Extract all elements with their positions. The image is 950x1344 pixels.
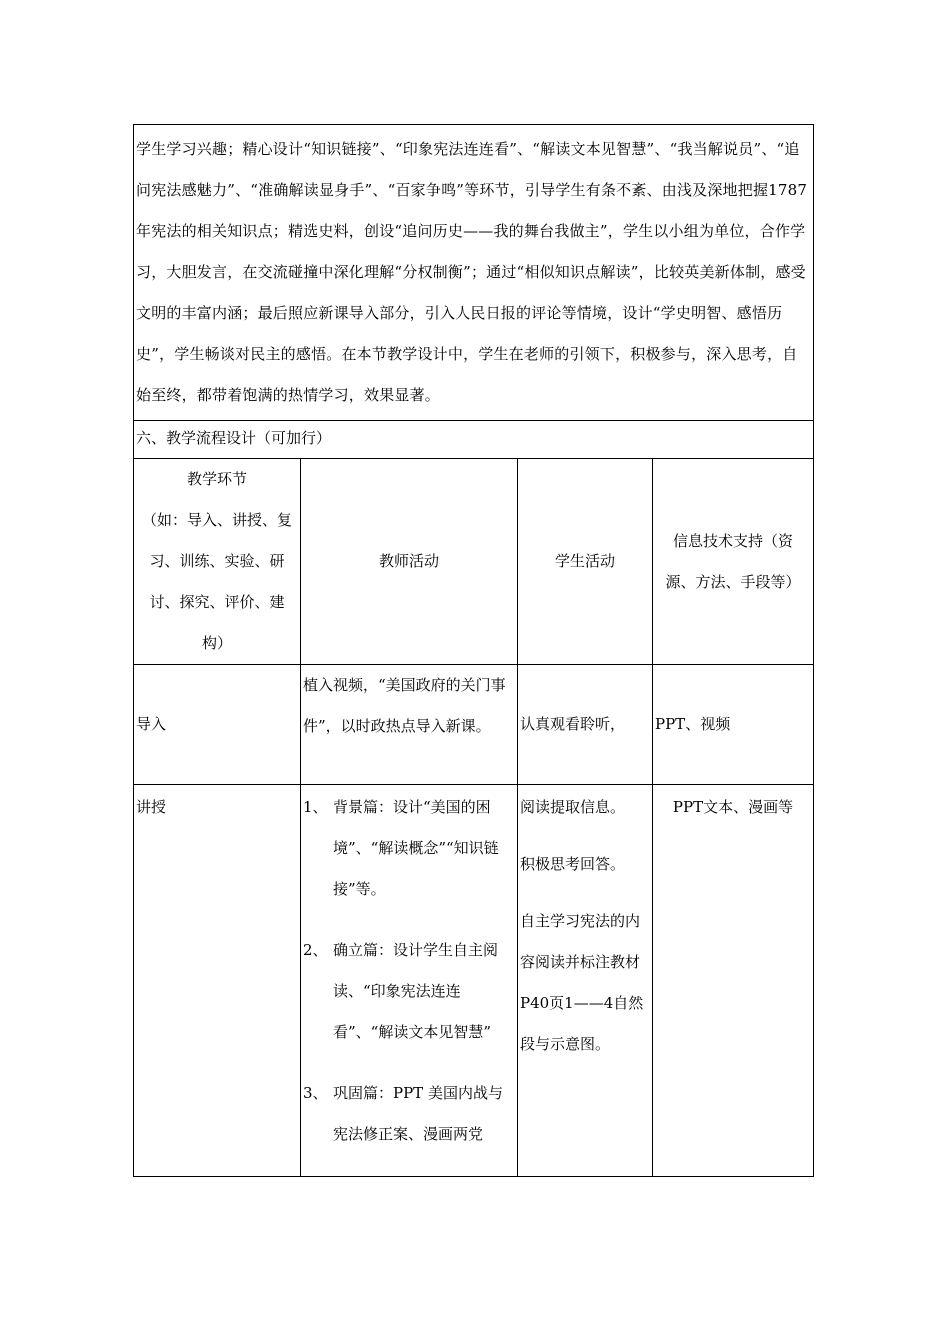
- document-page: [133, 124, 813, 1177]
- student-activity-item: 阅读提取信息。: [520, 798, 626, 816]
- list-item-number: 3、: [303, 1084, 328, 1102]
- header-tech-text: 信息技术支持（资源、方法、手段等）: [665, 531, 801, 591]
- list-item-text: 确立篇：设计学生自主阅读、“印象宪法连连看”、“解读文本见智慧”: [333, 941, 499, 1041]
- row-stage: 讲授: [134, 785, 301, 1177]
- row-stage: 导入: [134, 665, 301, 785]
- header-stage-title: 教学环节: [186, 470, 247, 488]
- row-teacher: [301, 785, 518, 1177]
- lesson-plan-table: [133, 124, 814, 1177]
- intro-paragraph-cell: [134, 125, 814, 421]
- row-student: 认真观看聆听，: [518, 665, 653, 785]
- teacher-activity-list: [303, 787, 515, 1155]
- row-student: [518, 785, 653, 1177]
- student-activity-item: 自主学习宪法的内容阅读并标注教材P40页1——4自然段与示意图。: [520, 912, 644, 1053]
- student-activity-item: 积极思考回答。: [520, 855, 626, 873]
- list-item-text: 巩固篇：PPT 美国内战与宪法修正案、漫画两党: [333, 1084, 503, 1143]
- row-tech: PPT文本、漫画等: [653, 785, 814, 1177]
- table-header-row: [134, 459, 814, 665]
- list-item-number: 1、: [303, 798, 328, 816]
- header-tech: [653, 459, 814, 665]
- row-teacher: 植入视频，“美国政府的关门事件”，以时政热点导入新课。: [301, 665, 518, 785]
- section-title: 六、教学流程设计（可加行）: [134, 421, 814, 459]
- table-row: [134, 665, 814, 785]
- list-item: [303, 930, 515, 1053]
- table-row: [134, 785, 814, 1177]
- header-stage: [134, 459, 301, 665]
- row-tech: PPT、视频: [653, 665, 814, 785]
- header-teacher: 教师活动: [301, 459, 518, 665]
- header-stage-examples: （如：导入、讲授、复习、训练、实验、研讨、探究、评价、建构）: [142, 511, 293, 652]
- intro-paragraph: 学生学习兴趣；精心设计“知识链接”、“印象宪法连连看”、“解读文本见智慧”、“我当解说员”、“追问宪法感魅力”、“准确解读显身手”、“百家争鸣”等环节，引导学生有条不紊、由浅及深地把握1787年宪法的相关知识点；精选史料，创设“追问历史——我的舞台我做主”，学生以小组为单位，合作学习，大胆发言，在交流碰撞中深化理解“分权制衡”；通过“相似知识点解读”，比较英美新体制，感受文明的丰富内涵；最后照应新课导入部分，引入人民日报的评论等情境，设计“学史明智、感悟历史”，学生畅谈对民主的感悟。在本节教学设计中，学生在老师的引领下，积极参与，深入思考，自始至终，都带着饱满的热情学习，效果显著。: [136, 140, 808, 404]
- list-item: [303, 1073, 515, 1155]
- list-item: [303, 787, 515, 910]
- list-item-text: 背景篇：设计“美国的困境”、“解读概念”“知识链接”等。: [333, 798, 499, 898]
- header-student: 学生活动: [518, 459, 653, 665]
- list-item-number: 2、: [303, 941, 328, 959]
